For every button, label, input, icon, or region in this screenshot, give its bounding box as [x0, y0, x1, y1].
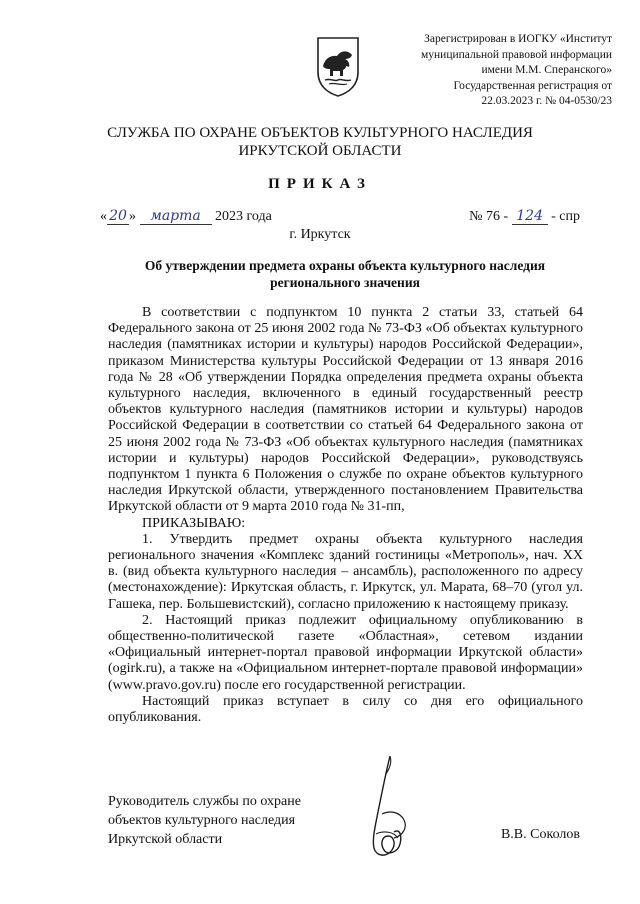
- registration-line: имени М.М. Сперанского»: [481, 64, 612, 77]
- document-title: ПРИКАЗ: [268, 176, 372, 192]
- registration-note: [362, 32, 612, 110]
- city: г. Иркутск: [289, 227, 351, 242]
- registration-line: муниципальной правовой информации: [420, 48, 612, 61]
- date-month: марта: [140, 208, 212, 225]
- date-year: 2023 года: [215, 209, 272, 224]
- organization-name: [40, 124, 600, 160]
- registration-line: Зарегистрирован в ИОГКУ «Институт: [424, 33, 612, 45]
- date-open-quote: «: [100, 209, 107, 224]
- subject-line: регионального значения: [270, 275, 420, 290]
- subject-line: Об утверждении предмета охраны объекта культурного наследия: [144, 258, 546, 273]
- date-day: 20: [107, 208, 129, 225]
- coat-of-arms-icon: [315, 36, 361, 98]
- signer-name: В.В. Соколов: [500, 827, 580, 842]
- order-subject: [110, 257, 580, 291]
- order-date: [100, 208, 272, 225]
- order-number: [469, 208, 580, 225]
- signer-position-line: объектов культурного наследия: [108, 813, 296, 828]
- number-suffix: - спр: [551, 209, 580, 224]
- handwritten-signature: [360, 752, 420, 864]
- registration-line: Государственная регистрация от: [453, 79, 612, 92]
- item-2-paragraph: 2. Настоящий приказ подлежит официальному опубликованию в общественно-политической газете «Областная», сетевом издании «Официальный интернет-портал правовой информации Иркутской области» (ogirk.ru), а также на «Официальном интернет-портале правовой информации» (www.pravo.gov.ru) после его государственной регистрации.: [108, 612, 583, 693]
- effective-paragraph: Настоящий приказ вступает в силу со дня его официального опубликования.: [108, 693, 583, 726]
- organization-line: СЛУЖБА ПО ОХРАНЕ ОБЪЕКТОВ КУЛЬТУРНОГО НАСЛЕДИЯ: [107, 125, 533, 141]
- registration-line: 22.03.2023 г. № 04-0530/23: [481, 95, 612, 108]
- date-close-quote: »: [129, 209, 136, 224]
- signer-position: [108, 792, 301, 849]
- item-1-paragraph: 1. Утвердить предмет охраны объекта культурного наследия регионального значения «Комплекс зданий гостиницы «Метрополь», нач. XX в. (вид объекта культурного наследия – ансамбль), расположенного по адресу (местонахождение): Иркутская область, г. Иркутск, ул. Марата, 68–70 (угол ул. Гашека, пер. Большевистский), согласно приложению к настоящему приказу.: [108, 531, 583, 612]
- organization-line: ИРКУТСКОЙ ОБЛАСТИ: [238, 143, 402, 159]
- preamble-paragraph: В соответствии с подпунктом 10 пункта 2 статьи 33, статьей 64 Федерального закона от 25 июня 2002 года № 73-ФЗ «Об объектах культурного наследия (памятниках истории и культуры) народов Российской Федерации», приказом Министерства культуры Российской Федерации от 13 января 2016 года № 28 «Об утверждении Порядка определения предмета охраны объекта культурного наследия, включенного в единый государственный реестр объектов культурного наследия (памятников истории и культуры) народов Российской Федерации в соответствии со статьей 64 Федерального закона от 25 июня 2002 года № 73-ФЗ «Об объектах культурного наследия (памятниках истории и культуры) народов Российской Федерации», руководствуясь подпунктом 1 пункта 6 Положения о службе по охране объектов культурного наследия Иркутской области, утвержденного постановлением Правительства Иркутской области от 9 марта 2010 года № 31-пп,: [108, 305, 583, 515]
- number-prefix: № 76 -: [469, 209, 509, 224]
- number-handwritten: 124: [512, 208, 548, 225]
- signer-position-line: Иркутской области: [108, 832, 223, 847]
- signer-position-line: Руководитель службы по охране: [108, 794, 301, 809]
- order-word: ПРИКАЗЫВАЮ:: [142, 515, 246, 531]
- order-body: [108, 305, 583, 726]
